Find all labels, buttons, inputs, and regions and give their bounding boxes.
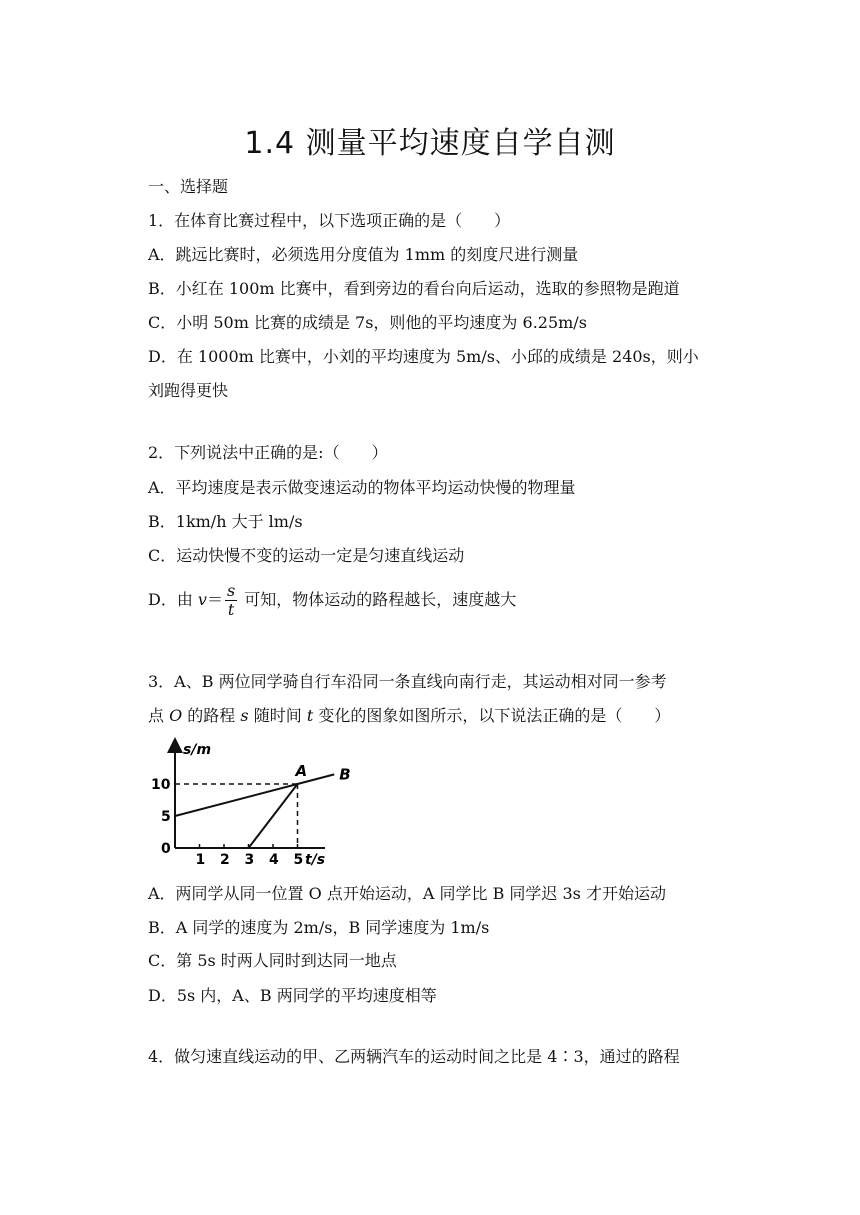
x-tick-label: 2 xyxy=(220,852,230,868)
q3-var-t: t xyxy=(306,706,314,725)
x-tick-label: 1 xyxy=(195,852,206,868)
y-tick-label: 10 xyxy=(151,777,171,793)
q1-option-b: B．小红在 100m 比赛中，看到旁边的看台向后运动，选取的参照物是跑道 xyxy=(148,279,680,298)
q2-option-c: C．运动快慢不变的运动一定是匀速直线运动 xyxy=(148,546,465,565)
q2-d-eq: ＝ xyxy=(206,590,223,609)
x-tick-label: 3 xyxy=(244,852,255,868)
fraction-denominator: t xyxy=(227,600,235,619)
series-label-b: B xyxy=(339,765,351,784)
q3-var-o: O xyxy=(169,706,183,725)
x-axis-label: t/s xyxy=(305,852,326,868)
q3-var-s: s xyxy=(240,706,249,725)
y-tick-label: 0 xyxy=(161,841,171,857)
q3-option-d: D．5s 内，A、B 两同学的平均速度相等 xyxy=(148,986,437,1005)
q3-text: 点 xyxy=(148,706,170,725)
q1-option-a: A．跳远比赛时，必须选用分度值为 1mm 的刻度尺进行测量 xyxy=(148,245,579,264)
q2-stem: 2．下列说法中正确的是:（ ） xyxy=(148,443,388,462)
q3-option-b: B．A 同学的速度为 2m/s，B 同学速度为 1m/s xyxy=(148,918,490,937)
series-label-a: A xyxy=(295,762,308,780)
x-tick-label: 4 xyxy=(269,852,279,868)
q2-d-v: v xyxy=(197,590,207,609)
x-tick-label: 5 xyxy=(293,852,304,868)
q4-stem: 4．做匀速直线运动的甲、乙两辆汽车的运动时间之比是 4∶3，通过的路程 xyxy=(148,1047,680,1066)
series-line-a xyxy=(249,784,298,848)
q3-text: 变化的图象如图所示，以下说法正确的是（ ） xyxy=(313,706,671,725)
q3-option-a: A．两同学从同一位置 O 点开始运动，A 同学比 B 同学迟 3s 才开始运动 xyxy=(148,884,666,903)
q3-stem-line2 xyxy=(148,705,670,727)
q2-option-b: B．1km/h 大于 lm/s xyxy=(148,512,303,531)
y-tick-label: 5 xyxy=(161,809,171,825)
q2-d-fraction xyxy=(225,582,237,619)
q2-option-a: A．平均速度是表示做变速运动的物体平均运动快慢的物理量 xyxy=(148,478,576,497)
st-graph xyxy=(145,737,375,872)
q1-option-d-cont: 刘跑得更快 xyxy=(148,381,229,400)
page-title: 1.4 测量平均速度自学自测 xyxy=(244,126,616,161)
q2-option-d xyxy=(148,580,516,620)
fraction-numerator: s xyxy=(226,581,236,600)
q3-text: 随时间 xyxy=(248,706,307,725)
q2-d-suffix: 可知，物体运动的路程越长，速度越大 xyxy=(239,590,517,609)
q3-stem-line1: 3．A、B 两位同学骑自行车沿同一条直线向南行走，其运动相对同一参考 xyxy=(148,672,667,691)
q2-d-prefix: D．由 xyxy=(148,590,198,609)
section-heading: 一、选择题 xyxy=(148,177,229,196)
q3-option-c: C．第 5s 时两人同时到达同一地点 xyxy=(148,951,397,970)
q1-option-d: D．在 1000m 比赛中，小刘的平均速度为 5m/s、小邱的成绩是 240s，则小 xyxy=(148,347,699,366)
q3-text: 的路程 xyxy=(182,706,241,725)
series-line-b xyxy=(175,774,334,816)
q1-stem: 1．在体育比赛过程中，以下选项正确的是（ ） xyxy=(148,211,511,230)
q1-option-c: C．小明 50m 比赛的成绩是 7s，则他的平均速度为 6.25m/s xyxy=(148,313,587,332)
y-axis-label: s/m xyxy=(183,742,212,758)
